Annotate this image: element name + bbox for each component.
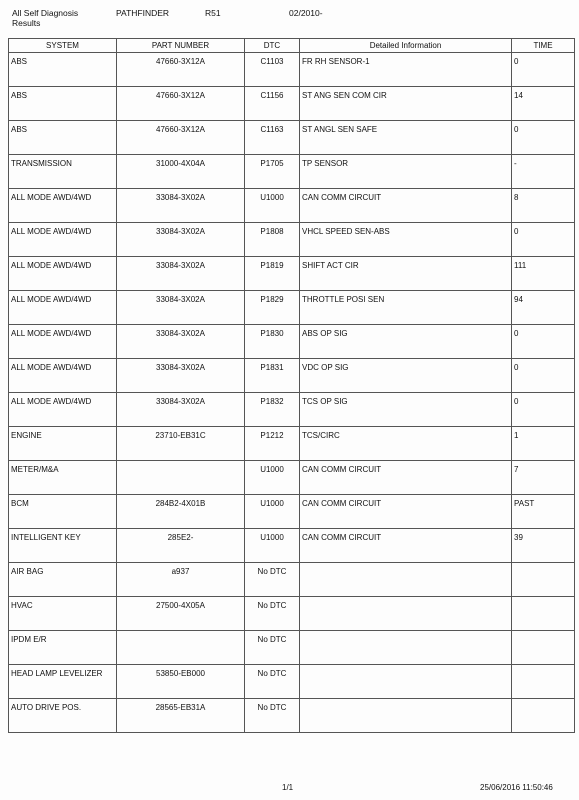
time-cell: 0 <box>512 121 575 155</box>
part-number-cell: 33084-3X02A <box>117 189 245 223</box>
system-cell: ABS <box>9 87 117 121</box>
part-number-cell: a937 <box>117 563 245 597</box>
dtc-cell: No DTC <box>245 699 300 733</box>
table-row <box>9 325 575 359</box>
table-row <box>9 223 575 257</box>
detailed-information-cell <box>300 699 512 733</box>
time-cell <box>512 665 575 699</box>
time-cell: 1 <box>512 427 575 461</box>
dtc-cell: P1830 <box>245 325 300 359</box>
detailed-information-cell: CAN COMM CIRCUIT <box>300 461 512 495</box>
system-cell: AUTO DRIVE POS. <box>9 699 117 733</box>
system-cell: ALL MODE AWD/4WD <box>9 325 117 359</box>
table-row <box>9 699 575 733</box>
time-cell: 0 <box>512 359 575 393</box>
system-cell: ALL MODE AWD/4WD <box>9 359 117 393</box>
page-number: 1/1 <box>282 783 294 792</box>
system-cell: ALL MODE AWD/4WD <box>9 189 117 223</box>
table-row <box>9 495 575 529</box>
part-number-cell: 27500-4X05A <box>117 597 245 631</box>
detailed-information-cell: VDC OP SIG <box>300 359 512 393</box>
part-number-cell: 28565-EB31A <box>117 699 245 733</box>
table-body <box>9 53 575 733</box>
part-number-cell: 33084-3X02A <box>117 257 245 291</box>
detailed-information-cell: THROTTLE POSI SEN <box>300 291 512 325</box>
dtc-cell: U1000 <box>245 461 300 495</box>
system-cell: INTELLIGENT KEY <box>9 529 117 563</box>
table-row <box>9 121 575 155</box>
part-number-cell: 33084-3X02A <box>117 393 245 427</box>
system-cell: IPDM E/R <box>9 631 117 665</box>
dtc-cell: P1831 <box>245 359 300 393</box>
time-cell <box>512 597 575 631</box>
table-row <box>9 393 575 427</box>
table-row <box>9 665 575 699</box>
dtc-cell: C1103 <box>245 53 300 87</box>
dtc-cell: U1000 <box>245 529 300 563</box>
time-cell: - <box>512 155 575 189</box>
table-row <box>9 53 575 87</box>
dtc-cell: No DTC <box>245 631 300 665</box>
dtc-cell: P1705 <box>245 155 300 189</box>
time-cell: 39 <box>512 529 575 563</box>
detailed-information-cell: CAN COMM CIRCUIT <box>300 189 512 223</box>
time-cell: 94 <box>512 291 575 325</box>
system-cell: METER/M&A <box>9 461 117 495</box>
part-number-cell <box>117 631 245 665</box>
column-header-detailed-information: Detailed Information <box>300 39 512 53</box>
detailed-information-cell <box>300 631 512 665</box>
column-header-time: TIME <box>512 39 575 53</box>
system-cell: ABS <box>9 53 117 87</box>
table-row <box>9 529 575 563</box>
part-number-cell: 285E2- <box>117 529 245 563</box>
time-cell: 111 <box>512 257 575 291</box>
part-number-cell: 53850-EB000 <box>117 665 245 699</box>
model-date: 02/2010- <box>289 8 323 18</box>
part-number-cell: 33084-3X02A <box>117 359 245 393</box>
table-row <box>9 597 575 631</box>
system-cell: ALL MODE AWD/4WD <box>9 223 117 257</box>
part-number-cell: 33084-3X02A <box>117 223 245 257</box>
time-cell: 8 <box>512 189 575 223</box>
time-cell: 0 <box>512 393 575 427</box>
diagnosis-table <box>8 38 575 733</box>
time-cell <box>512 563 575 597</box>
detailed-information-cell: CAN COMM CIRCUIT <box>300 495 512 529</box>
detailed-information-cell: ABS OP SIG <box>300 325 512 359</box>
table-row <box>9 563 575 597</box>
system-cell: ALL MODE AWD/4WD <box>9 257 117 291</box>
dtc-cell: P1819 <box>245 257 300 291</box>
part-number-cell: 47660-3X12A <box>117 121 245 155</box>
table-row <box>9 427 575 461</box>
part-number-cell: 31000-4X04A <box>117 155 245 189</box>
dtc-cell: U1000 <box>245 189 300 223</box>
dtc-cell: U1000 <box>245 495 300 529</box>
detailed-information-cell: ST ANG SEN COM CIR <box>300 87 512 121</box>
dtc-cell: P1832 <box>245 393 300 427</box>
dtc-cell: No DTC <box>245 563 300 597</box>
dtc-cell: No DTC <box>245 665 300 699</box>
system-cell: ALL MODE AWD/4WD <box>9 393 117 427</box>
time-cell: 0 <box>512 53 575 87</box>
time-cell: PAST <box>512 495 575 529</box>
dtc-cell: P1808 <box>245 223 300 257</box>
table-row <box>9 359 575 393</box>
part-number-cell: 33084-3X02A <box>117 325 245 359</box>
detailed-information-cell: CAN COMM CIRCUIT <box>300 529 512 563</box>
time-cell: 0 <box>512 223 575 257</box>
vehicle-model: PATHFINDER <box>116 8 170 18</box>
system-cell: HEAD LAMP LEVELIZER <box>9 665 117 699</box>
system-cell: AIR BAG <box>9 563 117 597</box>
part-number-cell <box>117 461 245 495</box>
table-row <box>9 155 575 189</box>
system-cell: ALL MODE AWD/4WD <box>9 291 117 325</box>
table-row <box>9 631 575 665</box>
table-row <box>9 461 575 495</box>
print-timestamp: 25/06/2016 11:50:46 <box>480 783 553 792</box>
system-cell: TRANSMISSION <box>9 155 117 189</box>
detailed-information-cell: TCS/CIRC <box>300 427 512 461</box>
system-cell: BCM <box>9 495 117 529</box>
part-number-cell: 284B2-4X01B <box>117 495 245 529</box>
system-cell: ENGINE <box>9 427 117 461</box>
dtc-cell: P1212 <box>245 427 300 461</box>
part-number-cell: 47660-3X12A <box>117 87 245 121</box>
table-header-row <box>9 39 575 53</box>
detailed-information-cell <box>300 563 512 597</box>
detailed-information-cell: VHCL SPEED SEN-ABS <box>300 223 512 257</box>
table-row <box>9 291 575 325</box>
column-header-dtc: DTC <box>245 39 300 53</box>
table-row <box>9 87 575 121</box>
detailed-information-cell <box>300 665 512 699</box>
column-header-system: SYSTEM <box>9 39 117 53</box>
detailed-information-cell: TCS OP SIG <box>300 393 512 427</box>
detailed-information-cell <box>300 597 512 631</box>
table-row <box>9 257 575 291</box>
model-code: R51 <box>205 8 221 18</box>
time-cell: 14 <box>512 87 575 121</box>
dtc-cell: No DTC <box>245 597 300 631</box>
time-cell <box>512 631 575 665</box>
detailed-information-cell: TP SENSOR <box>300 155 512 189</box>
table-row <box>9 189 575 223</box>
detailed-information-cell: SHIFT ACT CIR <box>300 257 512 291</box>
dtc-cell: C1156 <box>245 87 300 121</box>
system-cell: ABS <box>9 121 117 155</box>
column-header-part-number: PART NUMBER <box>117 39 245 53</box>
dtc-cell: P1829 <box>245 291 300 325</box>
dtc-cell: C1163 <box>245 121 300 155</box>
detailed-information-cell: ST ANGL SEN SAFE <box>300 121 512 155</box>
report-title: All Self Diagnosis Results <box>12 8 79 28</box>
part-number-cell: 23710-EB31C <box>117 427 245 461</box>
time-cell: 7 <box>512 461 575 495</box>
part-number-cell: 33084-3X02A <box>117 291 245 325</box>
detailed-information-cell: FR RH SENSOR-1 <box>300 53 512 87</box>
part-number-cell: 47660-3X12A <box>117 53 245 87</box>
time-cell: 0 <box>512 325 575 359</box>
time-cell <box>512 699 575 733</box>
system-cell: HVAC <box>9 597 117 631</box>
